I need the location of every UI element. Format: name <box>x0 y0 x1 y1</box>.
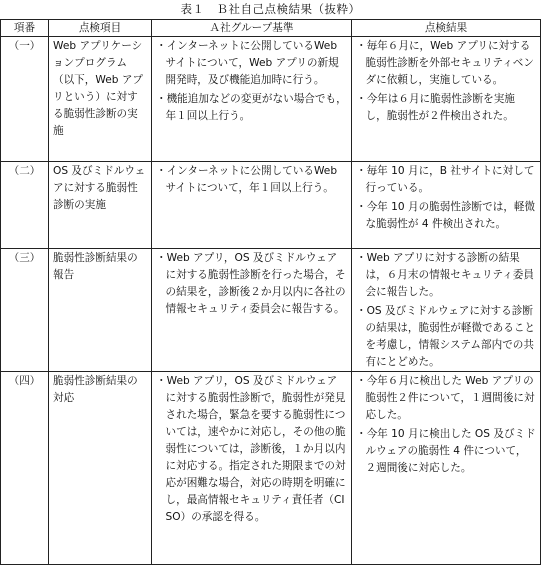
self-inspection-table <box>0 19 541 565</box>
result-bullet: ・今年 10 月の脆弱性診断では，軽微な脆弱性が 4 件検出された。 <box>356 201 536 230</box>
row-item: 脆弱性診断結果の報告 <box>49 249 152 372</box>
row-result <box>352 37 541 162</box>
row-no: （二） <box>1 162 49 249</box>
table-row <box>1 37 541 162</box>
table-row <box>1 249 541 372</box>
result-bullet: ・毎年 10 月に，B 社サイトに対して行っている。 <box>356 165 535 194</box>
row-standard <box>152 162 352 249</box>
standard-bullet: ・インターネットに公開しているWeb サイトについて，Web アプリの新規開発時，及び機能追加時に行う。 <box>156 40 339 86</box>
standard-bullet: ・インターネットに公開しているWeb サイトについて，年１回以上行う。 <box>156 165 338 194</box>
row-standard <box>152 372 352 565</box>
table-row <box>1 372 541 565</box>
row-standard <box>152 37 352 162</box>
table-caption: 表１ Ｂ社自己点検結果（抜粋） <box>180 2 361 16</box>
header-result: 点検結果 <box>352 20 541 37</box>
result-bullet: ・Web アプリに対する診断の結果は，６月末の情報セキュリティ委員会に報告した。 <box>356 252 534 298</box>
result-bullet: ・今年６月に検出した Web アプリの脆弱性２件について，１週間後に対応した。 <box>356 375 535 421</box>
row-result <box>352 249 541 372</box>
row-item: Web アプリケーションプログラム（以下，Web アプリという）に対する脆弱性診断の実施 <box>49 37 152 162</box>
header-no: 項番 <box>1 20 49 37</box>
table-header-row <box>1 20 541 37</box>
result-bullet: ・毎年６月に，Web アプリに対する脆弱性診断を外部セキュリティベンダに依頼し，実施している。 <box>356 40 534 86</box>
row-no: （三） <box>1 249 49 372</box>
result-bullet: ・今年 10 月に検出した OS 及びミドルウェアの脆弱性 4 件について，２週間後に対応した。 <box>356 428 536 474</box>
table-row <box>1 162 541 249</box>
standard-bullet: ・Web アプリ，OS 及びミドルウェアに対する脆弱性診断で，脆弱性が発見された場合，緊急を要する脆弱性については，速やかに対応し，その他の脆弱性については，診断後，１か月以内に対応する。指定された期限までの対応が困難な場合，対応の時期を明確にし，最高情報セキュリティ責任者（CISO）の承認を得る。 <box>156 375 346 523</box>
row-item: 脆弱性診断結果の対応 <box>49 372 152 565</box>
row-item: OS 及びミドルウェアに対する脆弱性診断の実施 <box>49 162 152 249</box>
row-no: （四） <box>1 372 49 565</box>
standard-bullet: ・機能追加などの変更がない場合でも，年１回以上行う。 <box>156 93 347 122</box>
standard-bullet: ・Web アプリ，OS 及びミドルウェアに対する脆弱性診断を行った場合，その結果を，診断後２か月以内に各社の情報セキュリティ委員会に報告する。 <box>156 252 346 315</box>
row-standard <box>152 249 352 372</box>
result-bullet: ・今年は６月に脆弱性診断を実施し，脆弱性が２件検出された。 <box>356 93 515 122</box>
header-item: 点検項目 <box>49 20 152 37</box>
row-no: （一） <box>1 37 49 162</box>
row-result <box>352 162 541 249</box>
row-result <box>352 372 541 565</box>
header-standard: Ａ社グループ基準 <box>152 20 352 37</box>
result-bullet: ・OS 及びミドルウェアに対する診断の結果は，脆弱性が軽微であることを考慮し，情報システム部内での共有にとどめた。 <box>356 305 536 368</box>
